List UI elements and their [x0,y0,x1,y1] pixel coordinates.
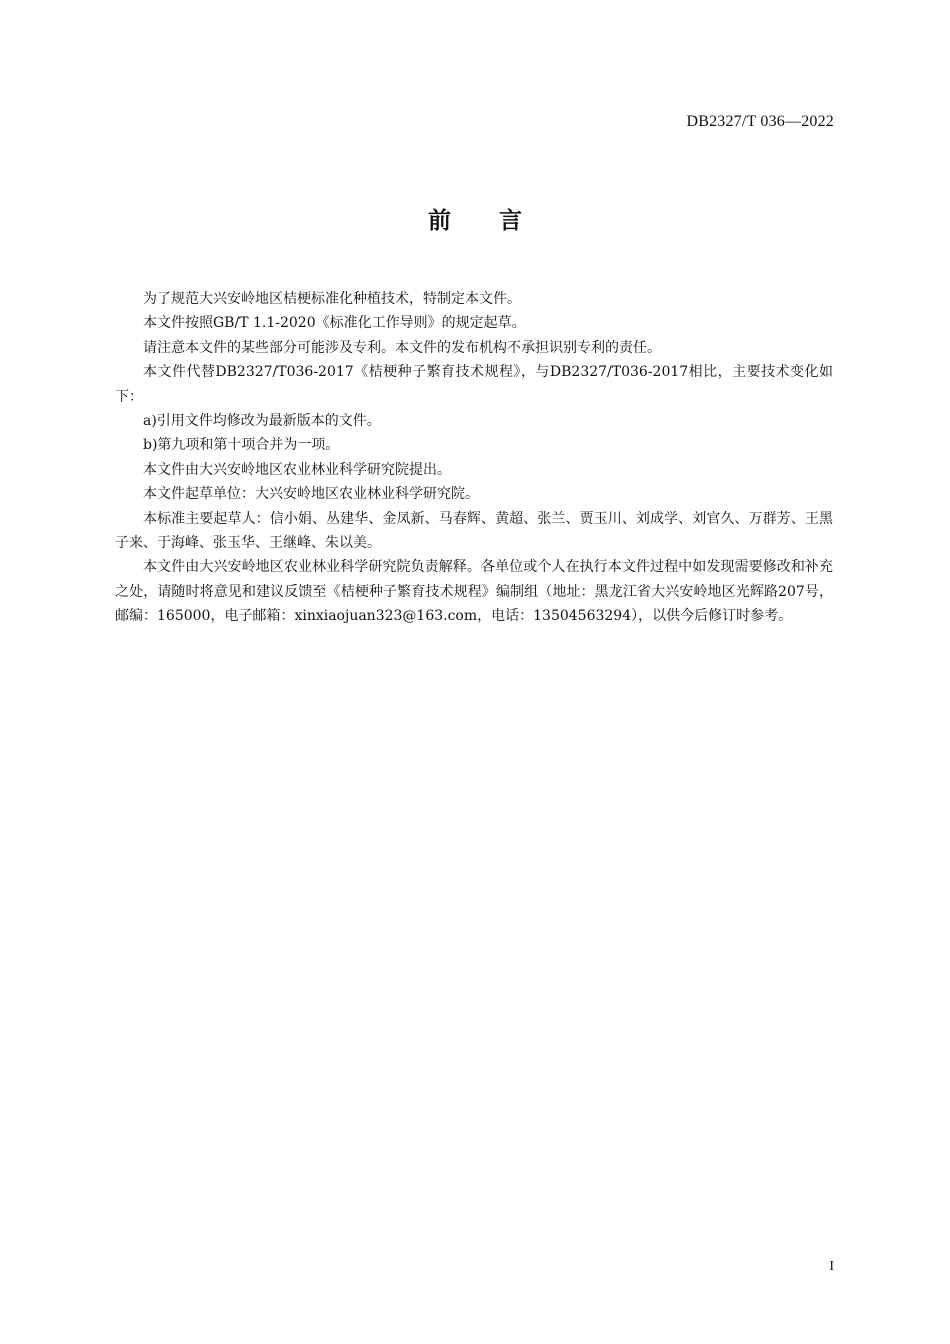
page-title: 前言 [428,208,570,234]
paragraph-proposer: 本文件由大兴安岭地区农业林业科学研究院提出。 [143,461,451,478]
paragraph-drafting-unit: 本文件起草单位：大兴安岭地区农业林业科学研究院。 [143,486,479,503]
paragraph-interpretation-contact: 本文件由大兴安岭地区农业林业科学研究院负责解释。各单位或个人在执行本文件过程中如发现需要修改和补充之处，请随时将意见和建议反馈至《桔梗种子繁育技术规程》编制组（地址：黑龙江省大兴安岭地区光辉路207号，邮编：165000，电子邮箱：xinxiaojuan323@163.com，电话：13504563294），以供今后修订时参考。 [115,559,833,625]
paragraph-purpose: 为了规范大兴安岭地区桔梗标准化种植技术，特制定本文件。 [143,291,521,307]
paragraph-drafting-rules: 本文件按照GB/T 1.1-2020《标准化工作导则》的规定起草。 [143,315,526,332]
page-number: I [829,1259,834,1274]
list-item-change-a: a)引用文件均修改为最新版本的文件。 [143,413,381,430]
paragraph-patent-notice: 请注意本文件的某些部分可能涉及专利。本文件的发布机构不承担识别专利的责任。 [143,339,661,356]
document-code: DB2327/T 036—2022 [686,113,834,130]
paragraph-drafters: 本标准主要起草人：信小娟、丛建华、金凤新、马春辉、黄超、张兰、贾玉川、刘成学、刘官久、万群芳、王黑子来、于海峰、张玉华、王继峰、朱以美。 [115,510,833,552]
paragraph-replacement: 本文件代替DB2327/T036-2017《桔梗种子繁育技术规程》，与DB2327/T036-2017相比，主要技术变化如下： [115,364,833,405]
body-text [115,287,833,629]
list-item-change-b: b)第九项和第十项合并为一项。 [143,437,340,454]
